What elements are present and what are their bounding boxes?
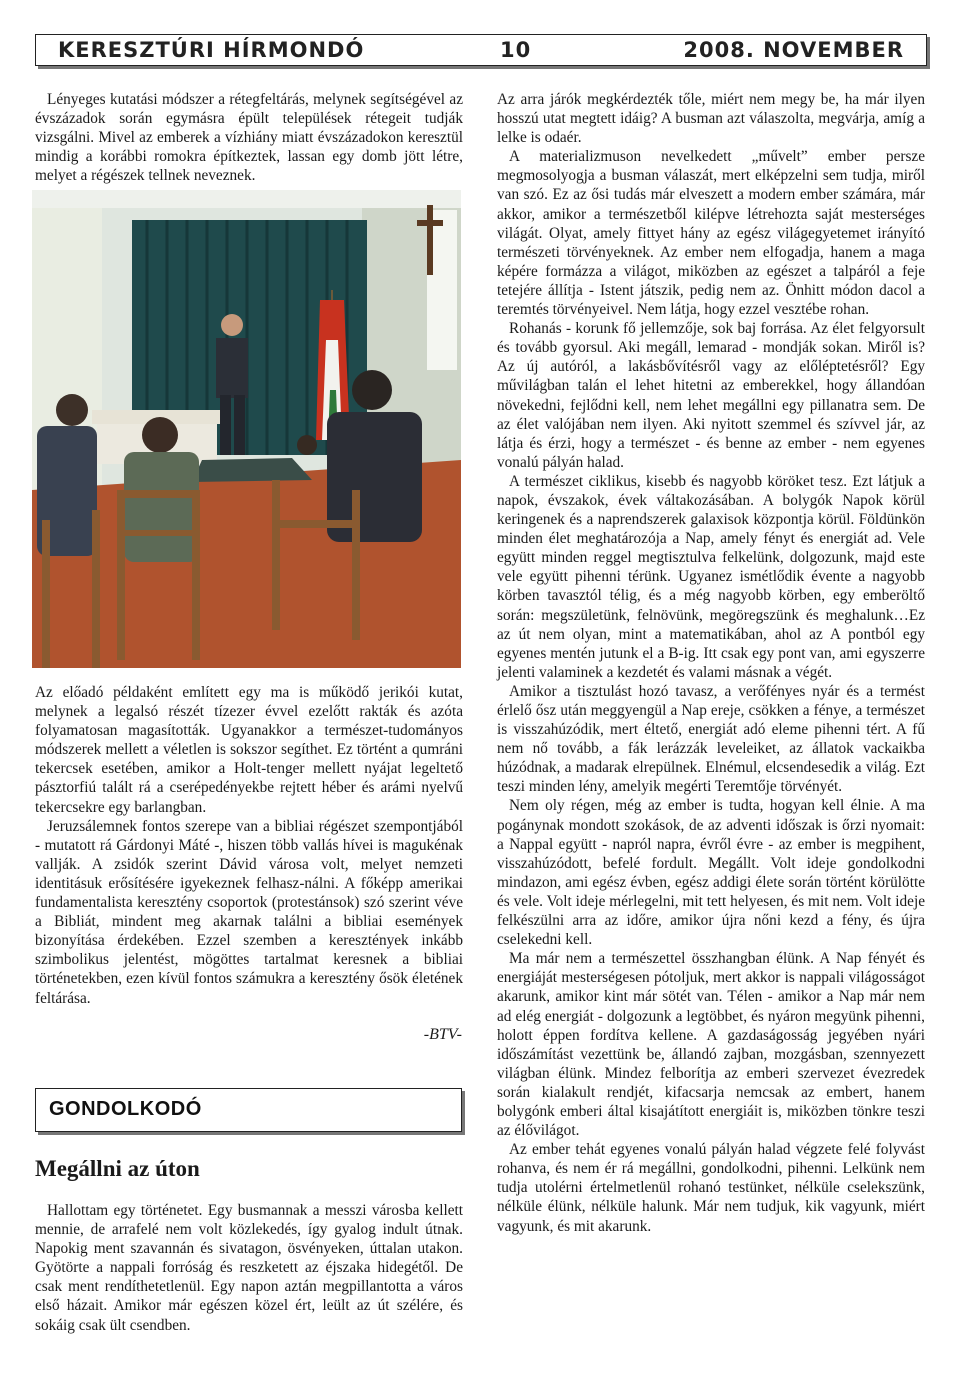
paragraph: Az ember tehát egyenes vonalú pályán halad végzete felé folyvást rohanva, és nem ér rá megállni, gondolkodni, pihenni. Lelkünk nem tudja utolérni értelmetlenül rohanó testünket, nélküle cselekszünk, nélküle élünk, nélküle halunk. Már nem tudjuk, kik vagyunk, miért vagyunk, és mit akarunk. bbox=[497, 1141, 925, 1235]
paragraph: Rohanás - korunk fő jellemzője, sok baj forrása. Az élet felgyorsult és tovább gyorsul. Aki megáll, lemarad - mondják sokan. Miről is? Az új autóról, a lakásbővítésről vagy az előléptetésről? Egy művilágban talán el lehet hitetni az emberekkel, hogy állandóan növekedni, fejlődni kell, nem lehet megállni egy pillanatra sem. De az élet valójában nem ilyen. Aki nyitott szemmel és szívvel jár, az látja és érzi, hogy a természet - és benne az ember - nem egyenes vonalú pályán halad. bbox=[497, 320, 925, 471]
section-label: GONDOLKODÓ bbox=[49, 1098, 202, 1120]
page-number: 10 bbox=[500, 38, 532, 62]
paragraph: Az arra járók megkérdezték tőle, miért nem megy be, ha már ilyen hosszú utat megtett idáig? A busman azt válaszolta, megvárja, amíg a lelke is odaér. bbox=[497, 91, 925, 147]
masthead bbox=[35, 34, 927, 66]
paragraph: A természet ciklikus, kisebb és nagyobb köröket tesz. Ezt látjuk a napok, évszakok, évek váltakozásában. A bolygók Napok körül keringenek és a naprendszerek galaxisok központja körül. Földünkön minden élet meghatározója a Nap, amely fényt és energiát ad. Vele együtt minden reggel megtisztulva felkelünk, dolgozunk, majd este vele együtt pihenni térünk. Ugyanez ismétlődik évente a nagyobb körben tavasztól télig, és a még nagyobb körben, egy emberöltő során: megszületünk, felnövünk, megöregszünk és meghalunk…Ez az út nem olyan, mint a matematikában, ahol az A pontból egy egyenes mentén jutunk el a B-ig. Itt csak egy pont van, ami egyszerre jelenti valaminek a kezdetét és valami másnak a végét. bbox=[497, 472, 925, 681]
paragraph: Amikor a tisztulást hozó tavasz, a verőfényes nyár és a termést érlelő ősz után meggyengül a Nap ereje, csökken a fénye, a természet is visszahúzódik, mert éltető, energiát adó eleme pihenni tért. A fű nem nő tovább, a fák lerázzák leveleiket, az állatok vackaikba húzódnak, a madarak elrepülnek. Elnémul, elcsendesedik a világ. Ezt teszi minden lény, amelyik megérti Teremtője törvényét. bbox=[497, 682, 925, 796]
lecture-photo-illustration bbox=[32, 190, 461, 668]
paragraph: Hallottam egy történetet. Egy busmannak a messzi városba kellett mennie, de arrafelé nem volt közlekedés, így gyalog indult útnak. Napokig ment szavannán és sivatagon, ösvényeken, úttalan utakon. Gyötörte a nappali forróság és reszketett az éjszaka hidegétől. De csak ment rendíthetetlenül. Egy napon aztán megpillantotta a város első házait. Amikor már egészen közel ért, leült az út szélére, és sokáig csak ült csendben. bbox=[35, 1202, 463, 1334]
issue-date: 2008. NOVEMBER bbox=[683, 38, 904, 62]
lecture-photo bbox=[32, 190, 461, 668]
article-left-top bbox=[35, 90, 463, 185]
article-left-bottom bbox=[35, 1201, 463, 1335]
paragraph: Nem oly régen, még az ember is tudta, hogyan kell élnie. A ma pogánynak mondott szokások, de az adventi időszak is őrzi nyomait: a Nappal együtt - napról napra, évről évre - az ember is megpihent, visszahúzódott, befelé fordult. Megállt. Volt ideje gondolkodni mindazon, ami egész évben, egész addigi élete során történt körülötte és vele. Volt ideje mérlegelni, mit tett helyesen, és mit nem. Volt ideje felkészülni arra az időre, amikor újra nőni kezd a fény, és újra cselekedni kell. bbox=[497, 797, 925, 949]
article-left-middle bbox=[35, 683, 463, 1008]
newspaper-title: KERESZTÚRI HÍRMONDÓ bbox=[58, 38, 365, 62]
paragraph: A materializmuson nevelkedett „művelt” ember persze megmosolyogja a busman válaszát, mert elképzelni sem tudja, miről van szó. Ez az ősi tudás már elveszett a modern ember számára, már akkor, amikor a természetből kilépve létrehozta saját mesterséges világát. Olyat, amely fittyet hány az egész világegyetemet irányító természeti törvényeknek. Az ember nem elfogadja, hanem a maga képére formázza a világot, miközben az egészet a talpáról a feje tetejére állítja - Istent játszik, pedig nem az. Önhitt módon dacol a teremtés törvényeivel. Nem látja, hogy ezzel vesztébe rohan. bbox=[497, 148, 925, 319]
paragraph: Ma már nem a természettel összhangban élünk. A Nap fényét és energiáját mesterségesen pótoljuk, mert akkor is nappali világosságot akarunk, amikor kint már sötét van. Télen - amikor a Nap már nem ad elég energiát - dolgozunk a legtöbbet, és nyáron megyünk pihenni, holott éppen fordítva kellene. A gazdaságosság jegyében nyári időszámítást vezettünk be, állandó zajban, mozgásban, szennyezett világban élünk. Mindez felborítja az emberi szervezet évezredek során kialakult rendjét, kifacsarja nemcsak az embert, hanem bolygónk emberi által kisajátított energiáit is, miközben tönkre teszi az élővilágot. bbox=[497, 950, 925, 1140]
section-header bbox=[35, 1088, 462, 1132]
paragraph: Az előadó példaként említett egy ma is működő jerikói kutat, melynek a legalsó részét tízezer évvel ezelőtt rakták és azóta folyamatosan magasították. Ugyanakkor a természet-tudományos módszerek mellett a véletlen is sokszor segíthet. Ez történt a qumráni tekercsek esetében, amikor a Holt-tenger mellett nyájat legeltető pásztorfiú talált rá a cserépedényekbe rejtett héber és arámi nyelvű tekercsekre egy barlangban. bbox=[35, 684, 463, 816]
paragraph: Jeruzsálemnek fontos szerepe van a bibliai régészet szempontjából - mutatott rá Gárdonyi Máté -, hiszen több vallás hívei is magukénak vallják. A zsidók szerint Dávid városa volt, melyet nemzeti identitásuk erősítésére igyekeznek felhasz-nálni. A főképp amerikai fundamentalista keresztény csoportok (protestánsok) szó szerint véve a Bibliát, mindent meg akarnak találni a bibliai események bizonyítása érdekében. Ezzel szemben a keresztények inkább szimbolikus jelentést, mögöttes tartalmat keresnek a bibliai történetekben, ezen kívül fontos számukra a keresztény ősök életének feltárása. bbox=[35, 817, 463, 1007]
paragraph: Lényeges kutatási módszer a rétegfeltárás, melynek segítségével az évszázadok során egymásra épült települések rétegeit tudják vizsgálni. Mivel az emberek a vízhiány miatt évszázadokon keresztül mindig a korábbi romokra építkeztek, lassan egy domb jött létre, melyet a régészek tellnek neveznek. bbox=[35, 91, 463, 185]
article-title: Megállni az úton bbox=[35, 1156, 200, 1181]
author-signature: -BTV- bbox=[423, 1026, 462, 1043]
article-right-column bbox=[497, 90, 925, 1236]
